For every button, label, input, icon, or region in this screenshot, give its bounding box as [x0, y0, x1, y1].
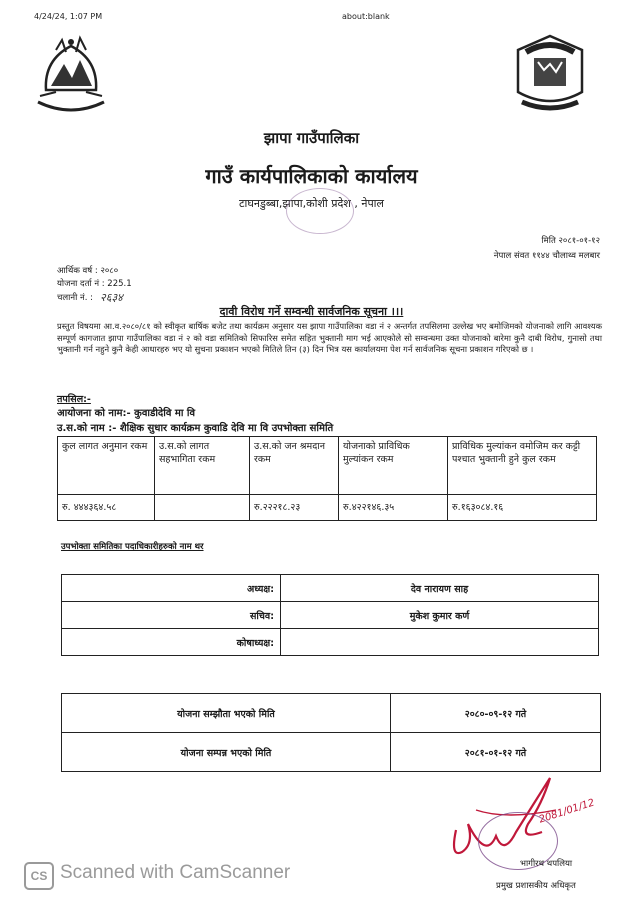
cost-header-technical: योजनाको प्राविधिक मुल्यांकन रकम [339, 437, 448, 495]
cost-header-payable: प्राविधिक मुल्यांकन वमोजिम कर कट्टी पश्चात भुक्तानी हुने कुल रकम [448, 437, 597, 495]
agreement-date-label: योजना सम्झौता भएको मिति [62, 694, 391, 733]
cost-table [57, 436, 597, 521]
notice-body: प्रस्तुत विषयमा आ.व.२०८०/८१ को स्वीकृत बार्षिक बजेट तथा कार्यक्रम अनुसार यस झापा गाउँपालिका वडा नं २ अन्तर्गत तपसिलमा उल्लेख भए बमोजिमको योजनाको लागि आवश्यक सम्पूर्ण कागजात झापा गाउँपालिका वडा नं २ को वडा समितिको सिफारिस समेत सहित भुक्तानी माग भई आएकोले सो सम्वन्धमा उक्त योजनाको बारेमा कुनै दाबी विरोध, गुनासो तथा भुक्तानी गर्न नहुने कुनै केही आधारहरु भए यो सुचना प्रकाशन भएको मितिले तिन (३) दिन भित्र यस कार्यालयमा पेश गर्न सार्वजनिक सूचना प्रकाशन गरिएको छ । [57, 321, 602, 355]
municipality-name: झापा गाउँपालिका [263, 129, 360, 147]
official-role: कोषाध्यक्ष: [62, 629, 281, 656]
official-role: सचिव: [62, 602, 281, 629]
committee-name: उ.स.को नाम :- शैक्षिक सुधार कार्यक्रम कुवाडि देवि मा वि उपभोक्ता समिति [57, 423, 334, 434]
office-name: गाउँ कार्यपालिकाको कार्यालय [205, 164, 418, 188]
plan-registration: योजना दर्ता नं : 225.1 [57, 279, 132, 289]
official-name: देव नारायण साह [281, 575, 599, 602]
camscanner-watermark: Scanned with CamScanner [60, 862, 291, 883]
dispatch-number: २६३४ [100, 291, 123, 304]
cost-header-labor: उ.स.को जन श्रमदान रकम [250, 437, 339, 495]
signatory-designation: प्रमुख प्रशासकीय अधिकृत [496, 881, 576, 891]
signature-date: 2081/01/12 [537, 797, 596, 826]
cost-header-total: कुल लागत अनुमान रकम [58, 437, 155, 495]
cost-value-participation [155, 495, 250, 521]
project-name: आयोजना को नाम:- कुवाडीदेवि मा वि [57, 408, 196, 419]
municipality-logo-icon [510, 32, 590, 117]
cost-header-participation: उ.स.को लागत सहभागिता रकम [155, 437, 250, 495]
details-heading: तपसिल:- [57, 394, 91, 405]
notice-title: दावी विरोध गर्ने सम्वन्धी सार्वजनिक सूचना ।।। [219, 305, 404, 318]
cost-value-labor: रु.२२२१८.२३ [250, 495, 339, 521]
print-datetime: 4/24/24, 1:07 PM [34, 12, 103, 21]
camscanner-logo-icon: CS [24, 862, 54, 890]
print-url: about:blank [342, 12, 390, 21]
office-address: टाघनडुब्बा,झापा,कोशी प्रदेश , नेपाल [239, 197, 384, 210]
office-stamp [286, 188, 354, 234]
issue-date: मिति २०८१-०१-१२ [541, 236, 600, 246]
dispatch-label: चलानी नं. : [57, 293, 93, 303]
officials-table [61, 574, 599, 656]
officials-heading: उपभोक्ता समितिका पदाधिकारीहरुको नाम थर [61, 542, 204, 552]
dates-table [61, 693, 601, 772]
official-role: अध्यक्ष: [62, 575, 281, 602]
cost-value-payable: रु.१६३०८४.१६ [448, 495, 597, 521]
signatory-name: भागीरथ थपलिया [520, 859, 573, 869]
cost-value-technical: रु.४२२१४६.३५ [339, 495, 448, 521]
nepal-sambat-date: नेपाल संवत ११४४ चौलाथ्व मलबार [493, 251, 600, 261]
official-name: मुकेश कुमार कर्ण [281, 602, 599, 629]
completion-date-value: २०८१-०१-१२ गते [391, 733, 601, 772]
official-name [281, 629, 599, 656]
completion-date-label: योजना सम्पन्न भएको मिति [62, 733, 391, 772]
nepal-emblem-icon [26, 30, 116, 120]
fiscal-year: आर्थिक वर्ष : २०८० [57, 266, 119, 276]
agreement-date-value: २०८०-०९-१२ गते [391, 694, 601, 733]
cost-value-total: रु. ४४४३६४.५८ [58, 495, 155, 521]
